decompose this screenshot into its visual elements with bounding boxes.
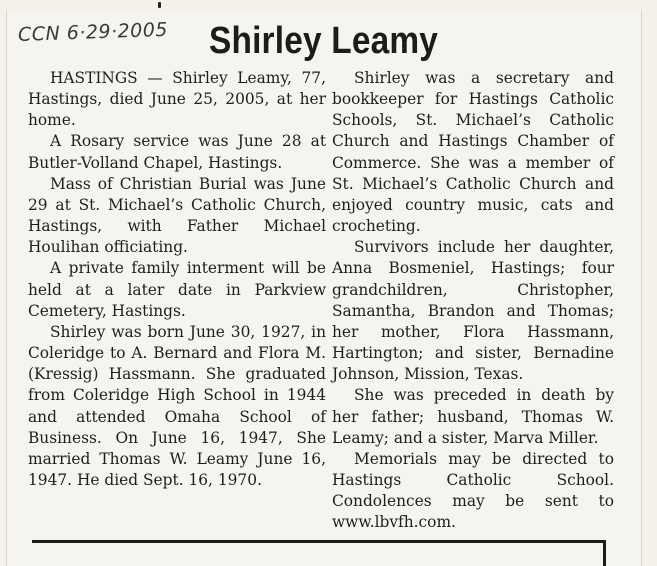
paragraph: A private family interment will be held at a later date in Parkview Cemetery, Hastings. [28, 259, 326, 320]
paragraph: A Rosary service was June 28 at Butler-Volland Chapel, Hastings. [28, 132, 326, 172]
right-column [332, 68, 614, 533]
left-column [28, 68, 326, 491]
next-article-border-side [603, 540, 606, 566]
handwritten-date-note: CCN 6·29·2005 [17, 18, 169, 46]
paragraph: Memorials may be directed to Hastings Catholic School. Condolences may be sent to www.lbvfh.com. [332, 449, 614, 532]
paragraph: She was preceded in death by her father; husband, Thomas W. Leamy; and a sister, Marva Miller. [332, 386, 614, 447]
paragraph: HASTINGS — Shirley Leamy, 77, Hastings, died June 25, 2005, at her home. [28, 69, 326, 130]
obituary-headline: Shirley Leamy [209, 20, 439, 62]
paragraph: Mass of Christian Burial was June 29 at St. Michael’s Catholic Church, Hastings, with Father Michael Houlihan officiating. [28, 174, 326, 257]
ink-speck [158, 2, 161, 8]
paragraph: Shirley was born June 30, 1927, in Coleridge to A. Bernard and Flora M. (Kressig) Hassmann. She graduated from Coleridge High School in 1944 and attended Omaha School of Business. On June 16, 1947, She married Thomas W. Leamy June 16, 1947. He died Sept. 16, 1970. [28, 322, 326, 489]
paragraph: Survivors include her daughter, Anna Bosmeniel, Hastings; four grandchildren, Christopher, Samantha, Brandon and Thomas; her mother, Flora Hassmann, Hartington; and sister, Bernadine Johnson, Mission, Texas. [332, 238, 614, 384]
next-article-border [32, 540, 606, 543]
paragraph: Shirley was a secretary and bookkeeper for Hastings Catholic Schools, St. Michael’s Catholic Church and Hastings Chamber of Commerce. She was a member of St. Michael’s Catholic Church and enjoyed country music, cats and crocheting. [332, 69, 614, 236]
